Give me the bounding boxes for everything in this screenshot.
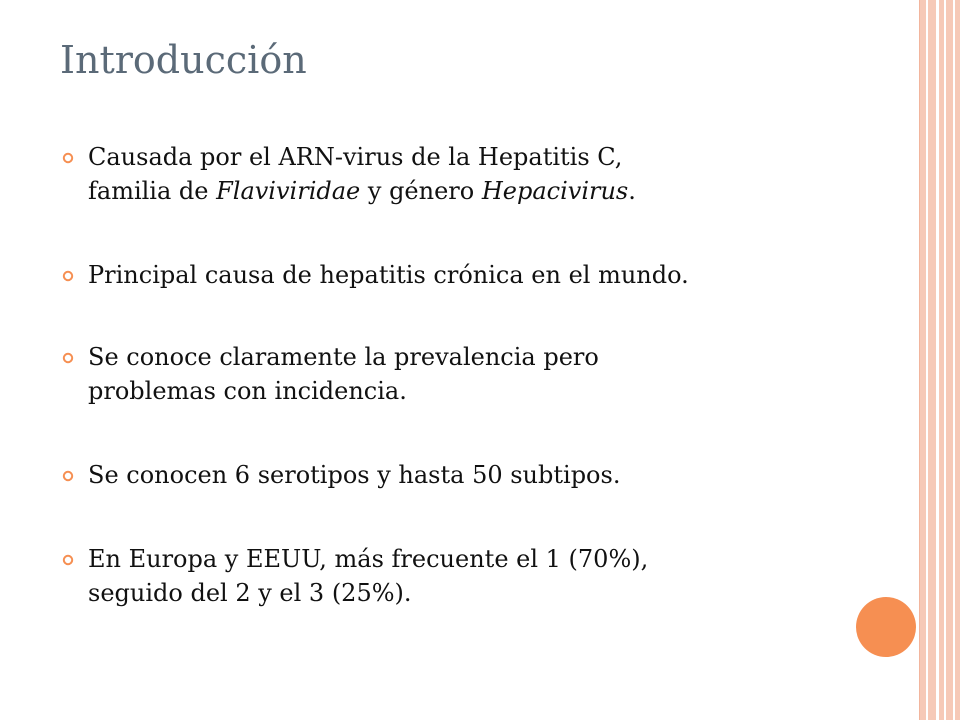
ring-bullet-icon (62, 152, 74, 164)
bullet-text: familia de Flaviviridae y género Hepacivirus. (88, 177, 636, 205)
decorative-orange-circle (856, 597, 916, 657)
bullet-text: Se conocen 6 serotipos y hasta 50 subtipos. (88, 461, 621, 489)
ring-bullet-icon (62, 270, 74, 282)
bullet-text: Causada por el ARN-virus de la Hepatitis C, (88, 143, 623, 171)
bullet-item (62, 258, 842, 292)
bullet-text: Se conoce claramente la prevalencia pero (88, 343, 599, 371)
decorative-stripe-line (926, 0, 928, 720)
bullet-text: problemas con incidencia. (88, 377, 407, 405)
bullet-item (62, 542, 842, 610)
slide-title: Introducción (60, 38, 307, 82)
ring-bullet-icon (62, 352, 74, 364)
ring-bullet-icon (62, 554, 74, 566)
decorative-stripe-line (944, 0, 946, 720)
bullet-text: Principal causa de hepatitis crónica en el mundo. (88, 261, 689, 289)
bullet-list (62, 140, 842, 610)
bullet-text: En Europa y EEUU, más frecuente el 1 (70%), (88, 545, 649, 573)
decorative-stripe-line (953, 0, 955, 720)
bullet-item (62, 340, 842, 408)
bullet-item (62, 458, 842, 492)
decorative-stripe-line (936, 0, 939, 720)
bullet-text: seguido del 2 y el 3 (25%). (88, 579, 412, 607)
bullet-item (62, 140, 842, 208)
ring-bullet-icon (62, 470, 74, 482)
